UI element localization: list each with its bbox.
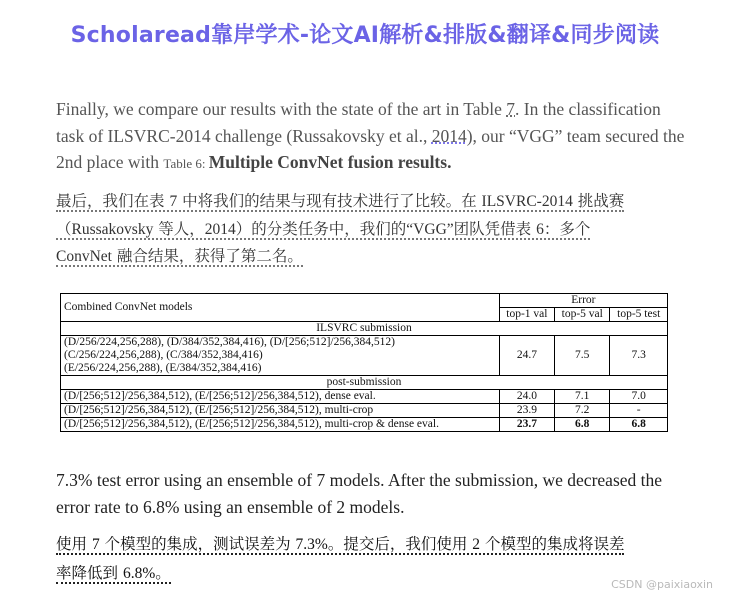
table-row [61,404,668,418]
app-banner-title: Scholaread靠岸学术-论文AI解析&排版&翻译&同步阅读 [70,23,660,48]
row-models: (D/[256;512]/256,384,512), (E/[256;512]/256,384,512), multi-crop [61,404,500,418]
row-models: (D/[256;512]/256,384,512), (E/[256;512]/256,384,512), dense eval. [61,390,500,404]
table-caption-title: Multiple ConvNet fusion results. [208,152,452,172]
header-error: Error [499,294,667,308]
results-table [60,293,668,432]
para1-text-c: ), our “VGG” team secured the 2nd place with [56,125,685,172]
table-row [61,418,668,432]
row-top1: 23.7 [499,418,554,432]
row-top5-val: 7.5 [555,336,610,376]
section-ilsvrc: ILSVRC submission [61,322,668,336]
table-section-row [61,376,668,390]
header-top1-val: top-1 val [499,308,554,322]
row-top1: 24.0 [499,390,554,404]
para1-text-a: Finally, we compare our results with the state of the art in Table [56,99,507,119]
row-top5-val: 6.8 [555,418,610,432]
row-models: (D/[256;512]/256,384,512), (E/[256;512]/256,384,512), multi-crop & dense eval. [61,418,500,432]
table-row [61,336,668,376]
row-top5-test: - [610,404,668,418]
row-top1: 23.9 [499,404,554,418]
header-models: Combined ConvNet models [61,294,500,322]
citation-link[interactable]: 2014 [431,125,467,146]
table-caption-label: Table 6: [163,156,209,171]
header-top5-test: top-5 test [610,308,668,322]
row-top5-val: 7.1 [555,390,610,404]
zh1-line-1: 最后，我们在表 7 中将我们的结果与现有技术进行了比较。在 ILSVRC-2014 挑战赛 [56,192,625,210]
english-paragraph-1 [56,96,686,178]
table-header-row [61,294,668,308]
row-top5-test: 7.0 [610,390,668,404]
zh2-line-1: 使用 7 个模型的集成，测试误差为 7.3%。提交后，我们使用 2 个模型的集成将误差 [56,535,625,553]
row-models: (D/256/224,256,288), (D/384/352,384,416), (D/[256;512]/256,384,512) (C/256/224,256,288), (C/384/352,384,416) (E/256/224,256,288), (E/384/352,384,416) [61,336,500,376]
row-top5-val: 7.2 [555,404,610,418]
zh2-line-2: 率降低到 6.8%。 [56,564,171,582]
row-top5-test: 6.8 [610,418,668,432]
table-row [61,390,668,404]
zh1-line-2: （Russakovsky 等人，2014）的分类任务中，我们的“VGG”团队凭借表 6：多个 [56,219,591,238]
english-paragraph-2: 7.3% test error using an ensemble of 7 models. After the submission, we decreased the error rate to 6.8% using an ensemble of 2 models. [56,470,663,517]
zh1-line-3: ConvNet 融合结果，获得了第二名。 [56,247,303,265]
row-top1: 24.7 [499,336,554,376]
chinese-translation-2 [56,530,686,588]
para1-text-b: . In the classification task of ILSVRC-2014 challenge (Russakovsky et al., [56,99,661,146]
header-top5-val: top-5 val [555,308,610,322]
table-ref-link[interactable]: 7 [506,99,515,119]
chinese-translation-1 [56,188,686,271]
table-section-row [61,322,668,336]
csdn-watermark: CSDN @paixiaoxin [611,578,713,591]
section-post-submission: post-submission [61,376,668,390]
row-top5-test: 7.3 [610,336,668,376]
